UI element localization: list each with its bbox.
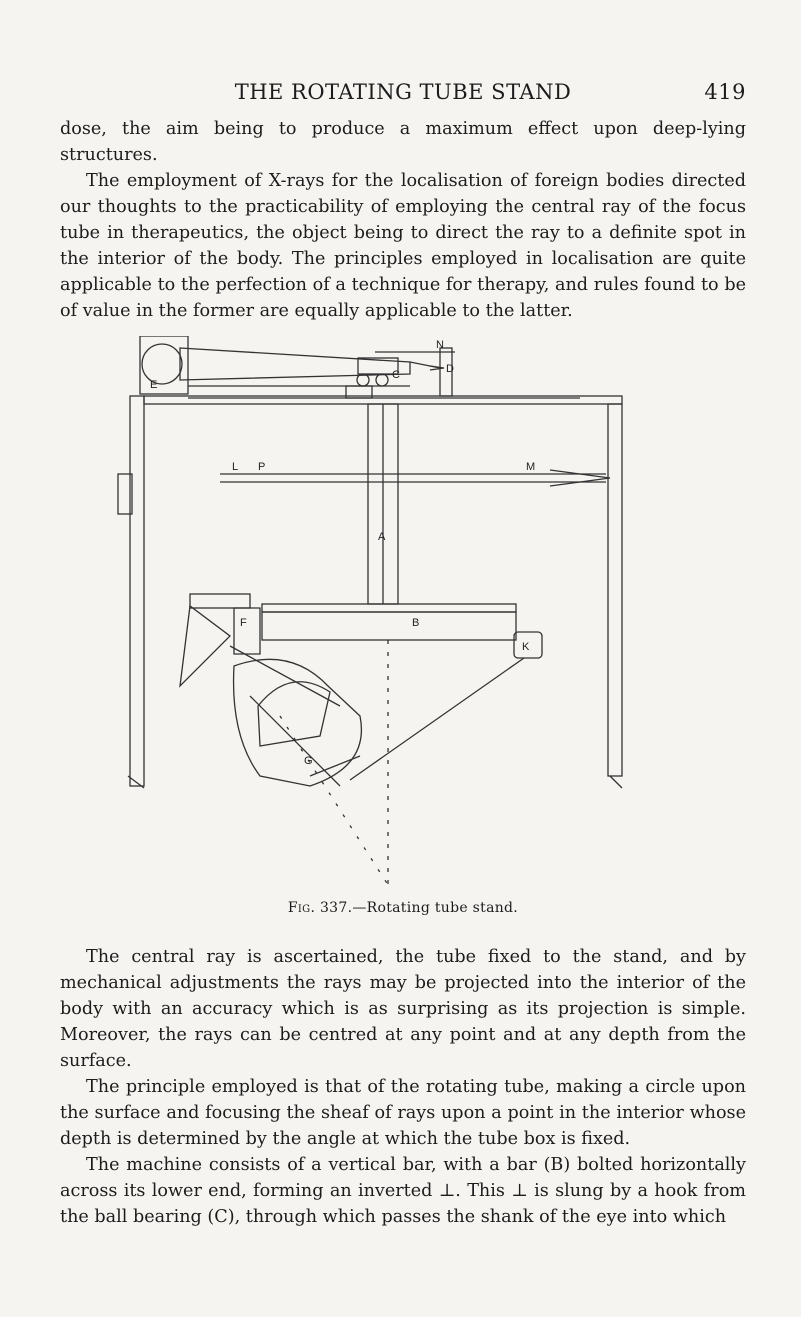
bottom-right-hook	[610, 776, 622, 788]
label-k: K	[522, 641, 530, 653]
tube-box	[234, 659, 362, 786]
label-e: E	[150, 379, 158, 391]
top-beam	[144, 396, 622, 404]
right-upright	[608, 404, 622, 776]
top-eye-ring	[142, 344, 182, 384]
crossbar-b-lower	[262, 612, 516, 640]
label-g: G	[304, 755, 313, 767]
label-d: D	[446, 363, 454, 375]
label-p: P	[258, 461, 266, 473]
paragraph-continued: dose, the aim being to produce a maximum effect upon deep-lying structures.	[60, 119, 746, 165]
paragraph-principle: The principle employed is that of the rotating tube, making a circle upon the surface and focusing the sheaf of rays upon a point in the interior whose depth is determined by the angle at which the tube box is fixed.	[60, 1077, 746, 1149]
figure-caption-text: —Rotating tube stand.	[352, 900, 519, 916]
figure-rotating-tube-stand	[110, 336, 630, 896]
ray-lower-diagonal	[310, 756, 360, 776]
label-a: A	[378, 531, 386, 543]
tube-disc	[258, 682, 330, 746]
left-upright	[130, 396, 144, 786]
top-arm-taper	[180, 348, 410, 380]
ray-cone	[230, 646, 340, 786]
arm-f	[180, 606, 230, 686]
rod-l-m	[220, 474, 606, 482]
figure-caption	[60, 900, 746, 916]
paragraph-machine: The machine consists of a vertical bar, with a bar (B) bolted horizontally across its lower end, forming an inverted ⊥. This ⊥ is slung by a hook from the ball bearing (C), through which passes the shank of the eye into which	[60, 1155, 746, 1227]
running-title: THE ROTATING TUBE STAND	[234, 80, 572, 104]
page-number: 419	[704, 80, 746, 104]
label-m: M	[526, 461, 536, 473]
label-l: L	[232, 461, 239, 473]
bottom-text-block	[60, 944, 746, 1230]
label-b: B	[412, 617, 420, 629]
paragraph-central-ray: The central ray is ascertained, the tube fixed to the stand, and by mechanical adjustments the rays may be projected into the interior of the body with an accuracy which is as surprising as its projection is simple. Moreover, the rays can be centred at any point and at any depth from the surface.	[60, 947, 746, 1071]
ray-solid-diagonal	[350, 658, 524, 780]
label-c: C	[392, 369, 400, 381]
running-header	[60, 80, 746, 104]
crossbar-b	[262, 604, 516, 612]
f-bracket	[234, 608, 260, 654]
paragraph-localisation: The employment of X-rays for the localisation of foreign bodies directed our thoughts to the practicability of employing the central ray of the focus tube in therapeutics, the object being to direct the ray to a definite spot in the interior of the body. The principles employed in localisation are quite applicable to the perfection of a technique for therapy, and rules found to be of value in the former are equally applicable to the latter.	[60, 171, 746, 321]
top-text-block	[60, 116, 746, 324]
label-f: F	[240, 617, 247, 629]
clamp-top	[190, 594, 250, 608]
label-n: N	[436, 339, 444, 351]
figure-caption-prefix: Fig. 337.	[287, 900, 353, 916]
